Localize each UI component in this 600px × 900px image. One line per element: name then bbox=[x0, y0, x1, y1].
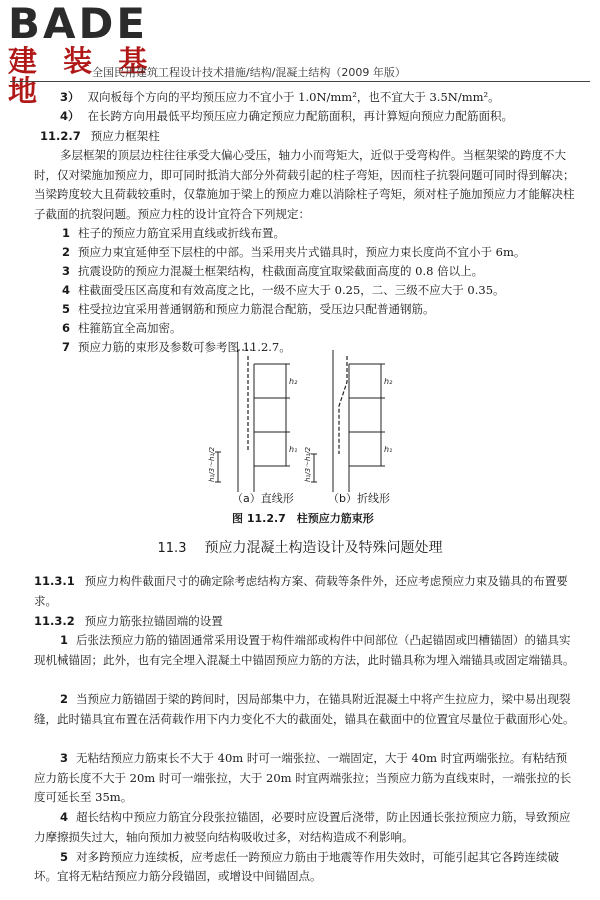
dim-h1-a: h₁ bbox=[289, 445, 298, 454]
list-item: 5 柱受拉边宜采用普通钢筋和预应力筋混合配筋，受压边只配普通钢筋。 bbox=[62, 302, 435, 316]
list-item: 1 柱子的预应力筋宜采用直线或折线布置。 bbox=[62, 226, 286, 240]
section-intro: 多层框架的顶层边柱往往承受大偏心受压，轴力小而弯矩大，近似于受弯构件。当框架梁的跨度不大时，仅对梁施加预应力，即可同时抵消大部分外荷载引起的柱子弯矩，因而柱子抗裂问题可同时得到解决；当梁跨度较大且荷载较重时，仅靠施加于梁上的预应力难以消除柱子弯矩，须对柱子施加预应力才能解决柱子截面的抗裂问题。预应力柱的设计宜符合下列规定： bbox=[34, 148, 575, 221]
dim-h2-b: h₂ bbox=[384, 377, 393, 386]
paragraph: 4 超长结构中预应力筋宜分段张拉锚固，必要时应设置后浇带，防止因通长张拉预应力筋，导致预应力摩擦损失过大，轴向预加力被竖向结构吸收过多，对结构造成不利影响。 bbox=[34, 810, 571, 844]
list-item: 2 预应力束宜延伸至下层柱的中部。当采用夹片式锚具时，预应力束长度尚不宜小于 6m。 bbox=[62, 245, 526, 259]
dim-lower-a: h₁/3～h₁/2 bbox=[208, 446, 216, 482]
running-header: 全国民用建筑工程设计技术措施/结构/混凝土结构（2009 年版） bbox=[92, 66, 406, 79]
header-rule bbox=[10, 81, 590, 82]
list-item: 4） 在长跨方向用最低平均预压应力确定预应力配筋面积，再计算短向预应力配筋面积。 bbox=[60, 109, 514, 123]
section-heading-11-3-2: 11.3.2 预应力筋张拉锚固端的设置 bbox=[34, 614, 223, 628]
paragraph: 1 后张法预应力筋的锚固通常采用设置于构件端部或构件中间部位（凸起锚固或凹槽锚固）的锚具实现机械锚固；此外，也有完全埋入混凝土中锚固预应力筋的方法，此时锚具称为埋入端锚具或固定端锚具。 bbox=[34, 633, 575, 667]
logo-latin: BADE bbox=[8, 0, 149, 48]
section-heading-11-3: 11.3 预应力混凝土构造设计及特殊问题处理 bbox=[157, 540, 443, 556]
dim-lower-b: h₁/3～h₁/2 bbox=[304, 446, 312, 482]
figure-column-tendon-profiles bbox=[190, 342, 430, 502]
figure-caption: 图 11.2.7 柱预应力筋束形 bbox=[232, 512, 374, 525]
list-item: 3 抗震设防的预应力混凝土框架结构，柱截面高度宜取梁截面高度的 0.8 倍以上。 bbox=[62, 264, 484, 278]
list-item: 7 预应力筋的束形及参数可参考图 11.2.7。 bbox=[62, 340, 291, 354]
section-11-3-1: 11.3.1 预应力构件截面尺寸的确定除考虑结构方案、荷载等条件外，还应考虑预应力束及锚具的布置要求。 bbox=[34, 574, 568, 608]
paragraph: 3 无粘结预应力筋束长不大于 40m 时可一端张拉、一端固定，大于 40m 时宜两端张拉。有粘结预应力筋长度不大于 20m 时可一端张拉，大于 20m 时宜两端张拉；当预应力筋为直线束时，一端张拉的长度可延长至 35m。 bbox=[34, 751, 572, 804]
logo-chinese: 建 装 基 地 bbox=[8, 44, 156, 108]
paragraph: 5 对多跨预应力连续板，应考虑任一跨预应力筋由于地震等作用失效时，可能引起其它各跨连续破坏。宜将无粘结预应力筋分段锚固，或增设中间锚固点。 bbox=[34, 850, 560, 883]
dim-h2-a: h₂ bbox=[289, 377, 298, 386]
figure-label-a: （a）直线形 bbox=[232, 492, 294, 505]
figure-label-b: （b）折线形 bbox=[328, 492, 390, 505]
list-item: 6 柱箍筋宜全高加密。 bbox=[62, 321, 182, 335]
list-item: 4 柱截面受压区高度和有效高度之比，一级不应大于 0.25，二、三级不应大于 0.35。 bbox=[62, 283, 505, 297]
paragraph: 2 当预应力筋锚固于梁的跨间时，因局部集中力，在锚具附近混凝土中将产生拉应力，梁中易出现裂缝，此时锚具宜布置在活荷载作用下内力变化不大的截面处，锚具在截面中的位置宜尽量位于截面形心处。 bbox=[34, 692, 575, 726]
list-item: 3） 双向板每个方向的平均预压应力不宜小于 1.0N/mm²，也不宜大于 3.5N/mm²。 bbox=[60, 90, 500, 104]
section-heading-11-2-7: 11.2.7 预应力框架柱 bbox=[40, 129, 160, 143]
dim-h1-b: h₁ bbox=[384, 445, 393, 454]
